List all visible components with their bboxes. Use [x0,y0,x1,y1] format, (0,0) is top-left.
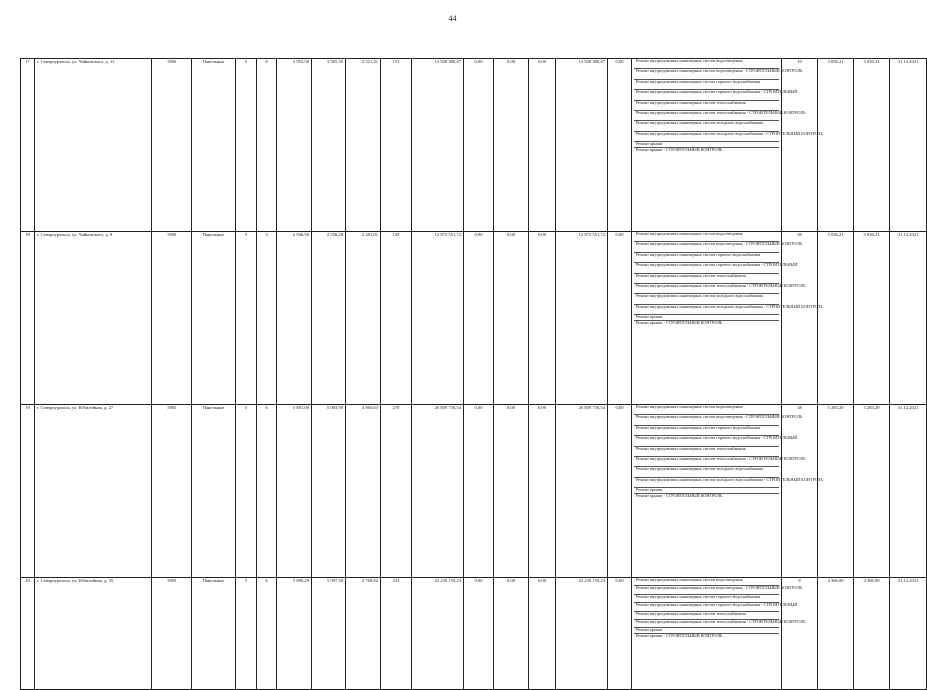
work-item: Ремонт внутридомовых инженерных систем холодного водоснабжения - СТРОИТЕЛЬНЫЙ КОНТРОЛЬ [634,478,779,488]
row-count: 8 [782,578,818,690]
work-item: Ремонт внутридомовых инженерных систем холодного водоснабжения - СТРОИТЕЛЬНЫЙ КОНТРОЛЬ [634,305,779,315]
work-item: Ремонт крыши - СТРОИТЕЛЬНЫЙ КОНТРОЛЬ [636,632,723,638]
work-item: Ремонт внутридомовых инженерных систем горячего водоснабжения [634,595,779,603]
row-number: 20 [21,578,35,690]
row-cost-other: 0,00 [608,59,632,232]
row-wall-material: Панельные [192,578,236,690]
row-residents: 155 [381,59,412,232]
work-item: Ремонт крыши [634,628,779,633]
work-item: Ремонт внутридомовых инженерных систем водоотведения [634,578,779,586]
row-floors: 5 [236,578,257,690]
work-item: Ремонт внутридомовых инженерных систем горячего водоснабжения [634,80,779,90]
row-area-total: 2 946,50 [277,232,312,405]
work-item: Ремонт внутридомовых инженерных систем теплоснабжения [634,101,779,111]
work-item: Ремонт внутридомовых инженерных систем водоотведения - СТРОИТЕЛЬНЫЙ КОНТРОЛЬ [634,242,779,252]
work-item: Ремонт крыши - СТРОИТЕЛЬНЫЙ КОНТРОЛЬ [636,147,723,153]
row-cost-local: 0,00 [529,232,556,405]
row-area-residential: 2 281,01 [346,232,381,405]
page-number: 44 [448,14,457,23]
row-area-premises: 5 097,30 [312,578,346,690]
work-item: Ремонт внутридомовых инженерных систем холодного водоснабжения [634,467,779,477]
row-area-premises: 2 556,28 [312,232,346,405]
row-year-built: 1983 [152,405,192,578]
table-row [21,578,927,690]
row-address: г. Североуральск, ул. Чайковского, д. 12 [35,59,152,232]
work-item: Ремонт внутридомовых инженерных систем горячего водоснабжения - СТРОИТЕЛЬНЫЙ [634,603,779,611]
work-item: Ремонт внутридомовых инженерных систем горячего водоснабжения - СТРОИТЕЛЬНЫЙ [634,263,779,273]
row-cost-other: 0,00 [608,232,632,405]
row-area-total: 3 953,50 [277,59,312,232]
row-unit-cost: 4 366,90 [818,578,854,690]
row-count: 38 [782,405,818,578]
row-cost-owners: 12 920 388,47 [556,59,608,232]
work-item: Ремонт внутридомовых инженерных систем горячего водоснабжения [634,426,779,436]
row-cost-total: 12 920 388,47 [412,59,464,232]
row-cost-total: 12 873 551,72 [412,232,464,405]
table-row [21,232,927,405]
work-item: Ремонт крыши [634,142,779,148]
row-area-premises: 5 083,90 [312,405,346,578]
row-cost-local: 0,00 [529,578,556,690]
table-body [21,59,927,690]
work-item: Ремонт внутридомовых инженерных систем водоотведения [634,405,779,415]
row-count: 36 [782,232,818,405]
row-unit-cost-limit: 5 283,29 [854,405,890,578]
row-cost-federal: 0,00 [464,405,494,578]
table-row [21,59,927,232]
row-unit-cost-limit: 5 036,21 [854,232,890,405]
row-count: 10 [782,59,818,232]
row-area-premises: 3 565,30 [312,59,346,232]
row-area-residential: 4 760,82 [346,578,381,690]
work-item: Ремонт внутридомовых инженерных систем теплоснабжения - СТРОИТЕЛЬНЫЙ КОНТРОЛЬ [634,284,779,294]
work-item: Ремонт внутридомовых инженерных систем водоотведения - СТРОИТЕЛЬНЫЙ КОНТРОЛЬ [634,415,779,425]
row-entrances: 3 [257,232,277,405]
row-cost-local: 0,00 [529,405,556,578]
row-cost-federal: 0,00 [464,578,494,690]
work-item: Ремонт внутридомовых инженерных систем холодного водоснабжения [634,294,779,304]
row-works-list [632,231,823,405]
row-cost-other: 0,00 [608,578,632,690]
row-cost-owners: 12 873 551,72 [556,232,608,405]
row-completion-date: 31.12.2021 [890,59,927,232]
row-cost-total: 26 859 736,54 [412,405,464,578]
work-item: Ремонт внутридомовых инженерных систем теплоснабжения [634,612,779,620]
work-item: Ремонт крыши [634,488,779,494]
work-item: Ремонт внутридомовых инженерных систем холодного водоснабжения [634,121,779,131]
row-cost-federal: 0,00 [464,232,494,405]
row-year-built: 1986 [152,59,192,232]
row-wall-material: Панельные [192,59,236,232]
row-floors: 5 [236,59,257,232]
row-area-residential: 2 521,41 [346,59,381,232]
work-item: Ремонт внутридомовых инженерных систем водоотведения - СТРОИТЕЛЬНЫЙ КОНТРОЛЬ [634,69,779,79]
row-year-built: 1986 [152,232,192,405]
row-unit-cost: 5 036,21 [818,232,854,405]
work-item: Ремонт внутридомовых инженерных систем теплоснабжения [634,447,779,457]
row-cost-regional: 0,00 [494,232,529,405]
work-item: Ремонт внутридомовых инженерных систем горячего водоснабжения [634,253,779,263]
row-area-total: 5 881,00 [277,405,312,578]
row-cost-owners: 22 239 159,43 [556,578,608,690]
row-cost-local: 0,00 [529,59,556,232]
work-item: Ремонт внутридомовых инженерных систем теплоснабжения - СТРОИТЕЛЬНЫЙ КОНТРОЛЬ [634,457,779,467]
row-residents: 139 [381,232,412,405]
work-item: Ремонт внутридомовых инженерных систем горячего водоснабжения - СТРОИТЕЛЬНЫЙ [634,90,779,100]
row-cost-federal: 0,00 [464,59,494,232]
work-item: Ремонт внутридомовых инженерных систем холодного водоснабжения - СТРОИТЕЛЬНЫЙ КОНТРОЛЬ [634,132,779,142]
row-unit-cost-limit: 4 366,90 [854,578,890,690]
row-unit-cost: 3 056,21 [818,59,854,232]
row-number: 17 [21,59,35,232]
row-unit-cost-limit: 3 056,21 [854,59,890,232]
work-item: Ремонт внутридомовых инженерных систем водоотведения [634,232,779,242]
row-cost-regional: 0,00 [494,405,529,578]
work-item: Ремонт внутридомовых инженерных систем горячего водоснабжения - СТРОИТЕЛЬНЫЙ [634,436,779,446]
row-cost-regional: 0,00 [494,578,529,690]
row-unit-cost: 5 283,29 [818,405,854,578]
work-item: Ремонт внутридомовых инженерных систем теплоснабжения [634,274,779,284]
row-works-list [632,58,823,232]
row-address: г. Североуральск, ул. Юбилейная, д. 35 [35,578,152,690]
row-residents: 270 [381,405,412,578]
work-item: Ремонт крыши - СТРОИТЕЛЬНЫЙ КОНТРОЛЬ [636,320,723,326]
capital-repair-table [20,58,927,690]
row-cost-other: 0,00 [608,405,632,578]
row-completion-date: 31.12.2021 [890,405,927,578]
row-completion-date: 31.12.2021 [890,232,927,405]
work-item: Ремонт внутридомовых инженерных систем теплоснабжения - СТРОИТЕЛЬНЫЙ КОНТРОЛЬ [634,111,779,121]
row-address: г. Североуральск, ул. Чайковского, д. 8 [35,232,152,405]
work-item: Ремонт крыши [634,315,779,321]
row-address: г. Североуральск, ул. Юбилейная, д. 27 [35,405,152,578]
row-entrances: 6 [257,405,277,578]
row-works-list [632,404,823,578]
row-residents: 233 [381,578,412,690]
work-item: Ремонт внутридомовых инженерных систем водоотведения - СТРОИТЕЛЬНЫЙ КОНТРОЛЬ [634,586,779,594]
row-area-total: 5 880,28 [277,578,312,690]
row-floors: 5 [236,405,257,578]
row-floors: 5 [236,232,257,405]
row-cost-owners: 26 859 736,54 [556,405,608,578]
work-item: Ремонт внутридомовых инженерных систем водоотведения [634,59,779,69]
row-area-residential: 4 865,63 [346,405,381,578]
row-completion-date: 31.12.2021 [890,578,927,690]
row-entrances: 6 [257,578,277,690]
table-row [21,405,927,578]
row-number: 18 [21,232,35,405]
work-item: Ремонт внутридомовых инженерных систем теплоснабжения - СТРОИТЕЛЬНЫЙ КОНТРОЛЬ [634,620,779,628]
row-wall-material: Панельные [192,405,236,578]
row-wall-material: Панельные [192,232,236,405]
row-cost-regional: 0,00 [494,59,529,232]
row-works-list [632,577,806,690]
row-number: 19 [21,405,35,578]
row-year-built: 1983 [152,578,192,690]
row-cost-total: 22 239 159,43 [412,578,464,690]
work-item: Ремонт крыши - СТРОИТЕЛЬНЫЙ КОНТРОЛЬ [636,493,723,499]
row-entrances: 8 [257,59,277,232]
